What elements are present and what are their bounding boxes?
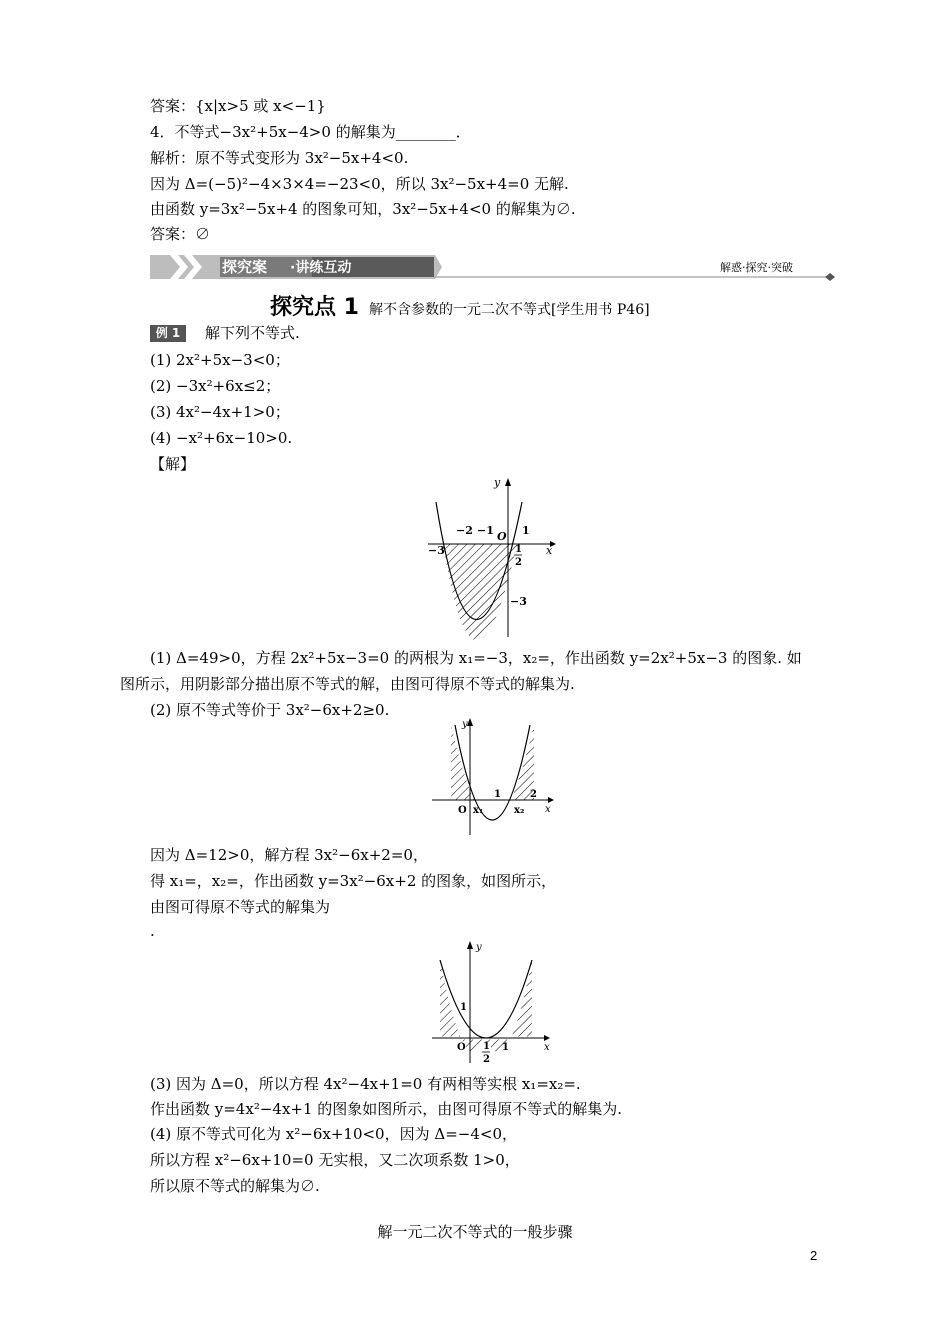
example-item-1: (1) 2x²+5x−3<0； [150, 351, 290, 369]
fig1-x-label: x [546, 544, 553, 557]
page-number: 2 [810, 1248, 818, 1263]
solution-2-line-c: 得 x₁=，x₂=，作出函数 y=3x²−6x+2 的图象，如图所示， [150, 872, 557, 890]
answer-line: 答案：{x|x>5 或 x<−1} [150, 97, 326, 115]
fig1-half-numerator: 1 [515, 544, 522, 555]
solution-3-line-b: 作出函数 y=4x²−4x+1 的图象如图所示，由图可得原不等式的解集为. [150, 1100, 623, 1118]
fig2-tick-2: 2 [530, 789, 537, 800]
fig2-x2-label: x₂ [514, 805, 525, 816]
heading-main: 探究点 1 [270, 295, 359, 320]
q4-discriminant: 因为 Δ=(−5)²−4×3×4=−23<0，所以 3x²−5x+4=0 无解. [150, 175, 569, 193]
solution-1-line-b: 图所示，用阴影部分描出原不等式的解，由图可得原不等式的解集为. [120, 675, 575, 693]
solution-3-line-a: (3) 因为 Δ=0，所以方程 4x²−4x+1=0 有两相等实根 x₁=x₂=. [150, 1075, 581, 1093]
fig3-half-denominator: 2 [483, 1054, 490, 1065]
figure-1-parabola [420, 472, 560, 642]
fig1-tick-1: 1 [522, 524, 530, 537]
fig2-tick-1: 1 [494, 789, 501, 800]
fig1-y-tick-m3: −3 [510, 595, 527, 608]
fig1-half-denominator: 2 [515, 557, 522, 568]
fig1-tick-m3: −3 [428, 544, 445, 557]
fig3-x-tick-1: 1 [502, 1042, 509, 1053]
fig2-origin: O [458, 805, 467, 816]
fig1-tick-m1: −1 [477, 524, 494, 537]
fig1-y-label: y [494, 476, 501, 489]
banner-subtitle: ·讲练互动 [290, 260, 352, 276]
fig3-half-numerator: 1 [483, 1041, 490, 1052]
solution-4-line-b: 所以方程 x²−6x+10=0 无实根，又二次项系数 1>0， [150, 1151, 520, 1169]
solution-2-line-b: 因为 Δ=12>0，解方程 3x²−6x+2=0， [150, 846, 428, 864]
section-banner [150, 253, 840, 281]
solution-2-line-d: 由图可得原不等式的解集为 [150, 898, 331, 916]
fig3-x-label: x [544, 1042, 550, 1053]
q4-analysis: 解析：原不等式变形为 3x²−5x+4<0. [150, 149, 409, 167]
q4-answer: 答案：∅ [150, 225, 211, 243]
figure-3-parabola [430, 938, 560, 1066]
example-item-3: (3) 4x²−4x+1>0； [150, 403, 290, 421]
solution-4-line-c: 所以原不等式的解集为∅. [150, 1177, 320, 1195]
solution-label: 【解】 [150, 455, 196, 473]
banner-right-label: 解惑·探究·突破 [720, 261, 793, 274]
fig2-x-label: x [545, 804, 551, 815]
example-badge: 例 1 [150, 325, 186, 342]
fig3-y-label: y [476, 942, 482, 953]
section-heading [270, 290, 650, 321]
fig2-x1-label: x₁ [473, 805, 484, 816]
fig1-origin: O [497, 530, 507, 543]
fig2-y-label: y [462, 719, 468, 730]
example-intro: 解下列不等式. [205, 324, 300, 342]
example-item-4: (4) −x²+6x−10>0. [150, 429, 293, 447]
q4-graph-conclusion: 由函数 y=3x²−5x+4 的图象可知，3x²−5x+4<0 的解集为∅. [150, 200, 576, 218]
fig3-y-tick-1: 1 [460, 1002, 467, 1013]
fig3-origin: O [457, 1042, 466, 1053]
banner-title: 探究案 [222, 258, 268, 276]
solution-1-line-a: (1) Δ=49>0，方程 2x²+5x−3=0 的两根为 x₁=−3，x₂=，作出函数 y=2x²+5x−3 的图象. 如 [150, 649, 802, 667]
section-footer-title: 解一元二次不等式的一般步骤 [377, 1223, 573, 1241]
figure-2-parabola [430, 715, 560, 840]
solution-2-line-e: . [150, 922, 155, 940]
solution-2-line-a: (2) 原不等式等价于 3x²−6x+2≥0. [150, 701, 390, 719]
question-4: 4．不等式−3x²+5x−4>0 的解集为________． [150, 123, 471, 141]
fig1-tick-m2: −2 [456, 524, 473, 537]
heading-sub: 解不含参数的一元二次不等式[学生用书 P46] [368, 302, 650, 318]
example-item-2: (2) −3x²+6x≤2； [150, 377, 281, 395]
solution-4-line-a: (4) 原不等式可化为 x²−6x+10<0，因为 Δ=−4<0， [150, 1125, 517, 1143]
